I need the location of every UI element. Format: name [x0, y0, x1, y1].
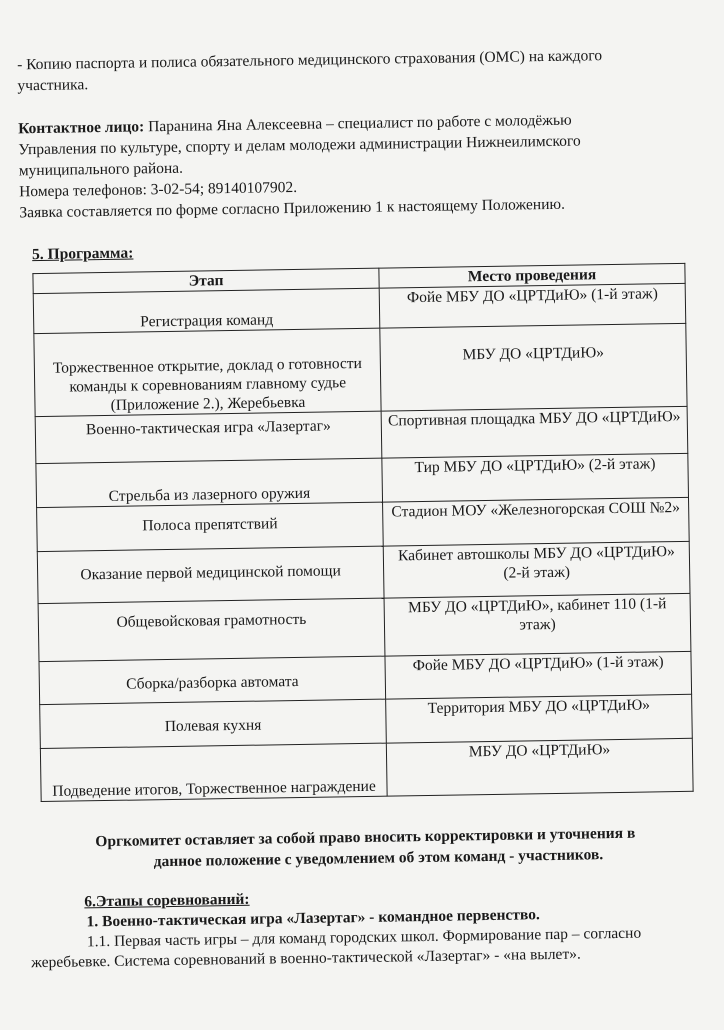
table-row — [38, 593, 691, 661]
stage-cell: Торжественное открытие, доклад о готовности команды к соревнованиям главному судье (Приложение 2.), Жеребьевка — [34, 328, 381, 416]
orgcommittee-note-line-2: данное положение с уведомлением об этом команд - участников. — [153, 846, 604, 871]
section-5-title: 5. Программа: — [31, 244, 134, 264]
stage-1-text-line-2: жеребьевке. Система соревнований в военно-тактической «Лазертаг» - «на вылет». — [31, 945, 581, 972]
stage-1-text-line-1: 1.1. Первая часть игры – для команд городских школ. Формирование пар – согласно — [86, 924, 642, 951]
place-cell: МБУ ДО «ЦРТДиЮ», кабинет 110 (1-й этаж) — [384, 593, 691, 656]
stage-cell: Стрельба из лазерного оружия — [36, 458, 383, 507]
place-cell: Тир МБУ ДО «ЦРТДиЮ» (2-й этаж) — [382, 453, 689, 502]
place-cell: Спортивная площадка МБУ ДО «ЦРТДиЮ» — [381, 406, 688, 458]
orgcommittee-note-line-1: Оргкомитет оставляет за собой право вносить корректировки и уточнения в — [95, 824, 636, 851]
section-6-title: 6.Этапы соревнований: — [84, 890, 250, 911]
stage-1-title: 1. Военно-тактическая игра «Лазертаг» - командное первенство. — [86, 906, 540, 931]
stage-cell: Полевая кухня — [40, 699, 387, 748]
stage-cell: Подведение итогов, Торжественное награждение — [40, 743, 387, 801]
place-cell: МБУ ДО «ЦРТДиЮ» — [380, 323, 687, 411]
stage-column-header: Этап — [33, 268, 379, 293]
table-row — [40, 738, 693, 801]
application-note: Заявка составляется по форме согласно Приложению 1 к настоящему Положению. — [19, 195, 566, 222]
place-column-header: Место проведения — [379, 263, 685, 288]
passport-requirement-line: - Копию паспорта и полиса обязательного медицинского страхования (ОМС) на каждого — [16, 47, 603, 74]
stage-cell: Оказание первой медицинской помощи — [37, 546, 384, 603]
place-cell: Стадион МОУ «Железногорская СОШ №2» — [383, 497, 690, 546]
place-cell: МБУ ДО «ЦРТДиЮ» — [386, 738, 693, 796]
contact-municipality-line: муниципального района. — [18, 159, 184, 180]
place-cell: Территория МБУ ДО «ЦРТДиЮ» — [386, 694, 693, 743]
stage-cell: Регистрация команд — [33, 288, 380, 333]
contact-label: Контактное лицо: — [17, 118, 145, 138]
stage-cell: Военно-тактическая игра «Лазертаг» — [35, 411, 382, 463]
contact-department-line: Управления по культуре, спорту и делам молодежи администрации Нижнеилимского — [18, 132, 581, 159]
stage-cell: Полоса препятствий — [37, 502, 384, 551]
stage-cell: Сборка/разборка автомата — [39, 656, 386, 704]
place-cell: Кабинет автошколы МБУ ДО «ЦРТДиЮ» (2-й этаж) — [383, 541, 690, 598]
table-row — [34, 323, 687, 416]
program-table — [32, 263, 693, 802]
phone-numbers: Номера телефонов: 3-02-54; 89140107902. — [18, 178, 298, 201]
passport-requirement-line-2: участника. — [17, 76, 89, 95]
contact-name: Паранина Яна Алексеевна – специалист по работе с молодёжью — [144, 111, 572, 136]
stage-cell: Общевойсковая грамотность — [38, 598, 385, 661]
place-cell: Фойе МБУ ДО «ЦРТДиЮ» (1-й этаж) — [385, 651, 692, 699]
place-cell: Фойе МБУ ДО «ЦРТДиЮ» (1-й этаж) — [379, 283, 686, 328]
